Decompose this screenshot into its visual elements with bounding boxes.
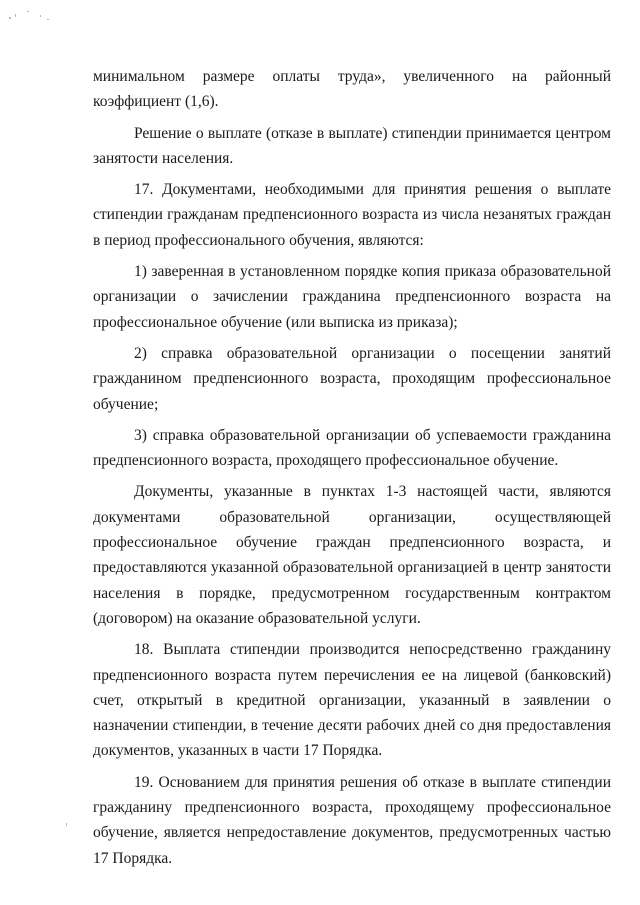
scan-speck (27, 11, 29, 12)
scan-speck (9, 17, 11, 19)
scan-speck (47, 19, 49, 20)
list-item-1: 1) заверенная в установленном порядке копия приказа образовательной организации о зачислении гражданина предпенсионного возраста на профессиональное обучение (или выписка из приказа); (93, 263, 611, 331)
paragraph-continuation: минимальном размере оплаты труда», увеличенного на районный коэффициент (1,6). (93, 68, 611, 111)
scan-speck (40, 15, 41, 17)
paragraph-decision: Решение о выплате (отказе в выплате) стипендии принимается центром занятости населения. (93, 124, 611, 167)
scan-speck (15, 14, 16, 17)
list-item-3: 3) справка образовательной организации об успеваемости гражданина предпенсионного возраста, проходящего профессиональное обучение. (93, 426, 611, 470)
paragraph-item-18: 18. Выплата стипендии производится непосредственно гражданину предпенсионного возраста путем перечисления ее на лицевой (банковский) счет, открытый в кредитной организации, указанный в заявлении о назначении стипендии, в течение десяти рабочих дней со дня предоставления документов, указанных в части 17 Порядка. (93, 641, 611, 760)
list-item-2: 2) справка образовательной организации о посещении занятий гражданином предпенсионного возраста, проходящим профессиональное обучение; (93, 344, 611, 413)
document-body (93, 64, 611, 871)
paragraph-documents: Документы, указанные в пунктах 1-3 настоящей части, являются документами образовательной организации, осуществляющей профессиональное обучение граждан предпенсионного возраста, и предоставляются указанной образовательной организацией в центр занятости населения в порядке, предусмотренном государственным контрактом (договором) на оказание образовательной услуги. (93, 483, 611, 627)
scan-speck (66, 823, 67, 826)
paragraph-item-17: 17. Документами, необходимыми для принятия решения о выплате стипендии гражданам предпенсионного возраста из числа незанятых граждан в период профессионального обучения, являются: (93, 181, 611, 249)
paragraph-item-19: 19. Основанием для принятия решения об отказе в выплате стипендии гражданину предпенсионного возраста, проходящему профессиональное обучение, является непредоставление документов, предусмотренных частью 17 Порядка. (93, 773, 611, 867)
